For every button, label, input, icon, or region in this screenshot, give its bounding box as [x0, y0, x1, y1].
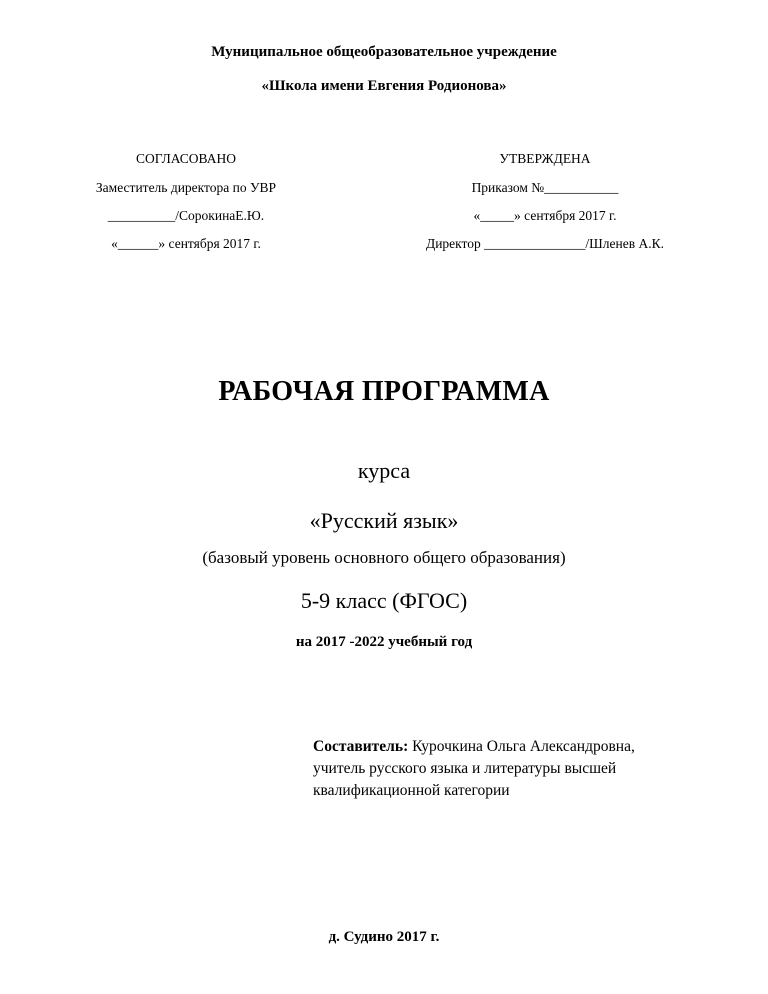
agreed-title: СОГЛАСОВАНО [136, 151, 236, 166]
course-word: курса [357, 458, 411, 483]
course-name: «Русский язык» [309, 508, 459, 533]
deputy-position: Заместитель директора по УВР [95, 180, 277, 195]
order-number: Приказом №___________ [471, 180, 619, 195]
approved-title: УТВЕРЖДЕНА [499, 151, 591, 166]
school-name: «Школа имени Евгения Родионова» [261, 78, 507, 94]
education-level: (базовый уровень основного общего образования) [202, 548, 566, 567]
author-label: Составитель: [313, 738, 409, 755]
academic-years: на 2017 -2022 учебный год [295, 634, 473, 650]
director-signature: Директор _______________/Шленев А.К. [426, 236, 664, 251]
author-text: Курочкина Ольга Александровна, учитель русского языка и литературы высшей квалификационной категории [313, 738, 635, 799]
organization-name: Муниципальное общеобразовательное учреждение [211, 44, 557, 60]
grades: 5-9 класс (ФГОС) [300, 588, 468, 613]
page-title: РАБОЧАЯ ПРОГРАММА [218, 376, 550, 407]
place-year: д. Судино 2017 г. [328, 929, 440, 945]
deputy-signature: __________/СорокинаЕ.Ю. [107, 208, 265, 223]
agreed-date: «______» сентября 2017 г. [111, 236, 261, 251]
author-block [313, 736, 673, 802]
approved-date: «_____» сентября 2017 г. [473, 208, 617, 223]
